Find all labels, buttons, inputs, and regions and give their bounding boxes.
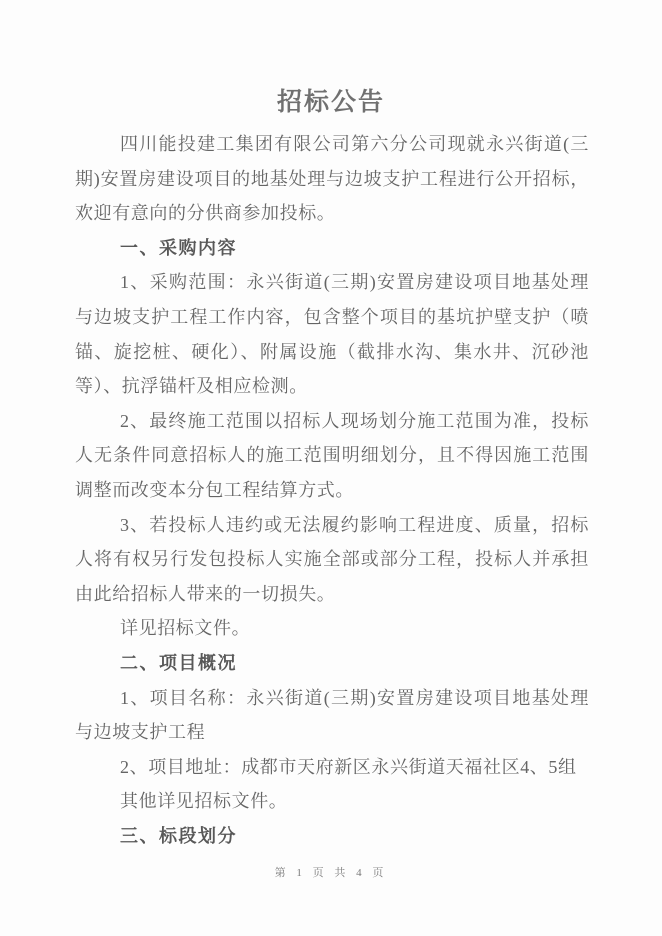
section-heading: 二、项目概况 (120, 652, 237, 673)
section-heading: 三、标段划分 (120, 825, 237, 846)
section-heading: 一、采购内容 (120, 237, 237, 258)
doc-paragraph: 详见招标文件。 (120, 618, 251, 639)
page-number-footer: 第 1 页 共 4 页 (274, 867, 388, 879)
doc-paragraph: 四川能投建工集团有限公司第六分公司现就永兴街道(三期)安置房建设项目的地基处理与边坡支护工程进行公开招标，欢迎有意向的分供商参加投标。 (75, 134, 589, 224)
doc-paragraph: 2、最终施工范围以招标人现场划分施工范围为准，投标人无条件同意招标人的施工范围明细划分，且不得因施工范围调整而改变本分包工程结算方式。 (75, 410, 589, 500)
document-title: 招标公告 (276, 88, 385, 116)
doc-paragraph: 其他详见招标文件。 (120, 791, 288, 812)
doc-paragraph: 3、若投标人违约或无法履约影响工程进度、质量，招标人将有权另行发包投标人实施全部或部分工程，投标人并承担由此给招标人带来的一切损失。 (75, 514, 589, 604)
doc-paragraph: 1、采购范围：永兴街道(三期)安置房建设项目地基处理与边坡支护工程工作内容，包含整个项目的基坑护壁支护（喷锚、旋挖桩、硬化）、附属设施（截排水沟、集水井、沉砂池等）、抗浮锚杆及相应检测。 (75, 272, 589, 397)
document-body (75, 127, 589, 853)
doc-paragraph: 1、项目名称：永兴街道(三期)安置房建设项目地基处理与边坡支护工程 (75, 687, 589, 743)
doc-paragraph: 2、项目地址：成都市天府新区永兴街道天福社区4、5组 (120, 756, 577, 777)
